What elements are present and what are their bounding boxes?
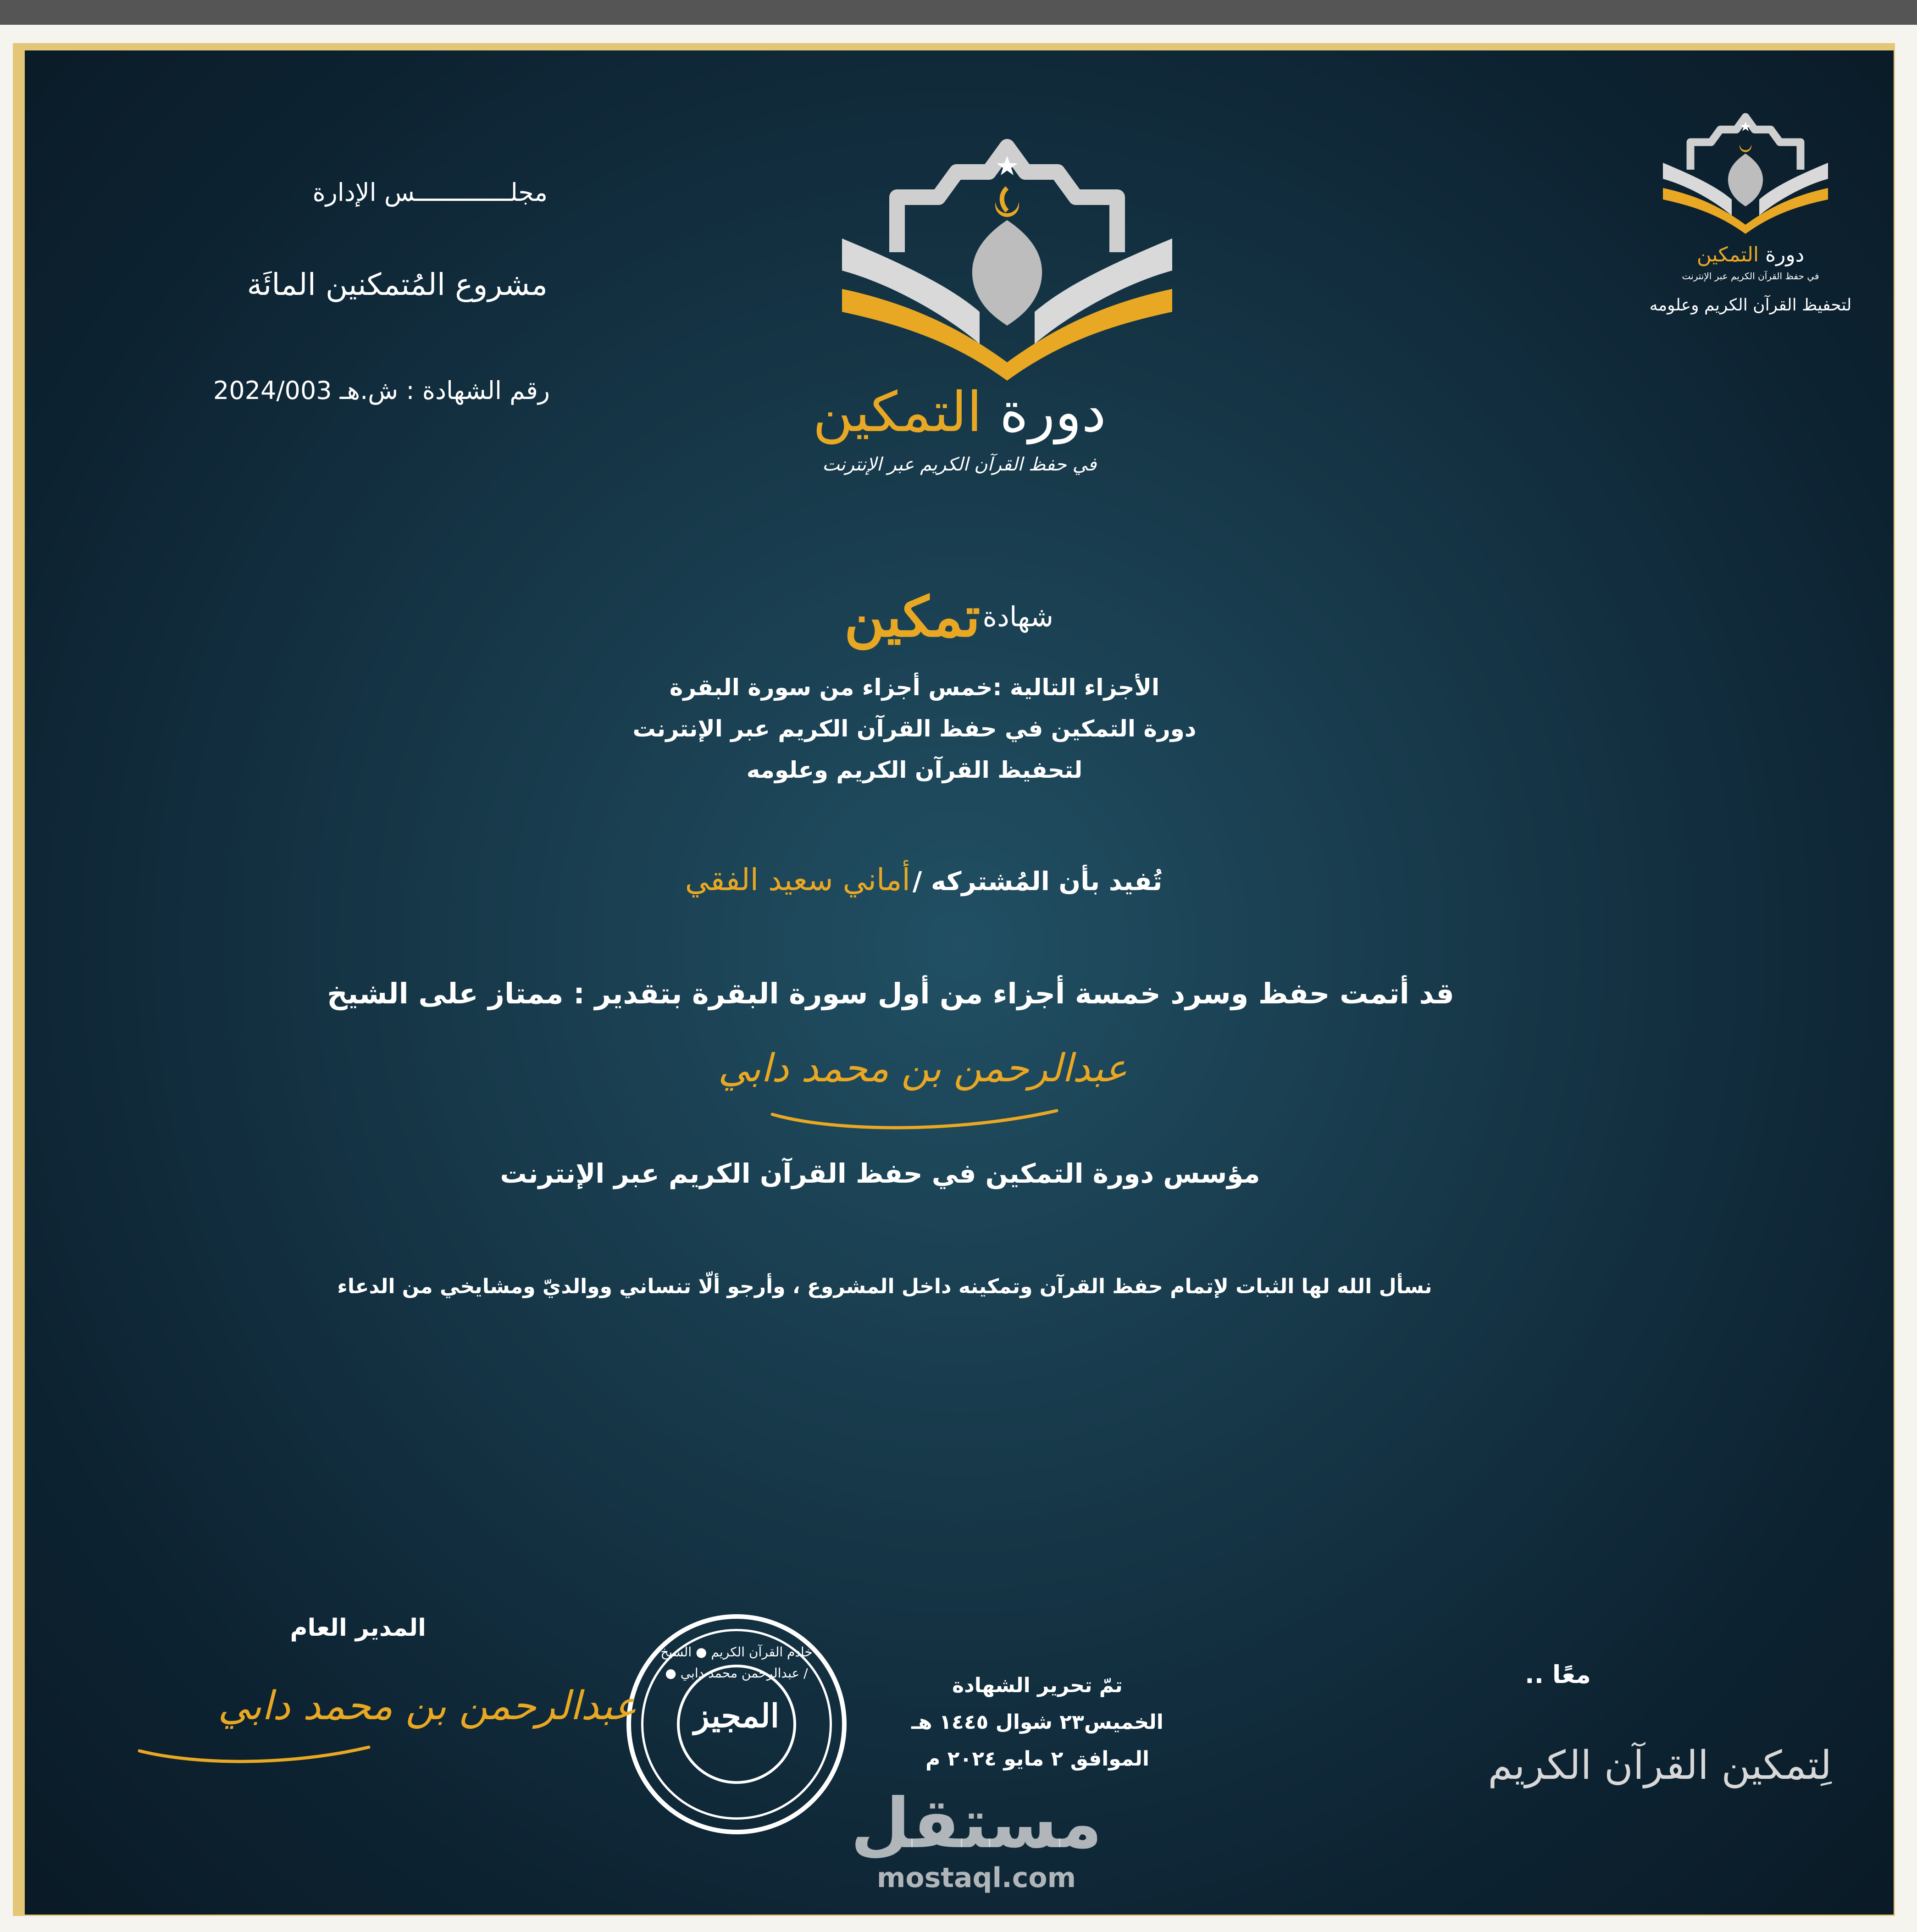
founder-line: مؤسس دورة التمكين في حفظ القرآن الكريم عبر الإنترنت	[500, 1158, 1260, 1189]
official-stamp	[626, 1614, 847, 1834]
council-label: مجلـــــــــــــس الإدارة	[312, 178, 548, 207]
issued-label: تمّ تحرير الشهادة	[952, 1674, 1123, 1697]
certificate-title	[844, 585, 1053, 649]
course-parts-line: الأجزاء التالية :خمس أجزاء من سورة البقرة	[669, 674, 1160, 701]
participant-line	[685, 862, 1162, 897]
certificate-title-main: تمكين	[844, 585, 981, 649]
small-logo-tagline: لتحفيظ القرآن الكريم وعلومه	[1649, 296, 1852, 315]
course-tagline-line: لتحفيظ القرآن الكريم وعلومه	[746, 757, 1083, 783]
top-bar	[0, 0, 1917, 25]
small-logo-word-name: التمكين	[1696, 243, 1759, 266]
participant-name: أماني سعيد الفقي	[685, 862, 910, 897]
prayer-line: نسأل الله لها الثبات لإتمام حفظ القرآن وتمكينه داخل المشروع ، وأرجو ألّا تنساني ووالديّ ومشايخي من الدعاء	[337, 1275, 1432, 1298]
director-title: المدير العام	[290, 1614, 426, 1642]
small-logo-subtitle: في حفظ القرآن الكريم عبر الإنترنت	[1682, 271, 1819, 282]
achievement-line: قد أتمت حفظ وسرد خمسة أجزاء من أول سورة البقرة بتقدير : ممتاز على الشيخ	[327, 977, 1454, 1010]
watermark-url: mostaql.com	[876, 1862, 1076, 1894]
together-label: معًا ..	[1524, 1660, 1591, 1689]
sheikh-signature: عبدالرحمن بن محمد دابي	[718, 1046, 1128, 1091]
course-name-line: دورة التمكين في حفظ القرآن الكريم عبر الإنترنت	[632, 715, 1197, 742]
director-signature: عبدالرحمن بن محمد دابي	[218, 1683, 637, 1729]
main-logo-wordmark	[813, 381, 1106, 444]
stamp-center-text: المجيز	[693, 1697, 780, 1735]
small-logo-word-course: دورة	[1765, 243, 1805, 266]
main-logo-word-course: دورة	[999, 381, 1106, 444]
main-logo-word-name: التمكين	[813, 381, 982, 444]
small-logo-wordmark	[1697, 243, 1805, 266]
attest-prefix: تُفيد بأن المُشتركه /	[912, 867, 1163, 897]
small-logo-emblem	[1663, 87, 1828, 225]
director-signature-swash	[135, 1738, 373, 1766]
slogan: لِتمكين القرآن الكريم	[1488, 1743, 1832, 1788]
project-name: مشروع المُتمكنين المائَة	[247, 267, 548, 302]
stamp-ring-text: خادم القرآن الكريم ● الشيخ / عبدالرحمن محمد دابي ●	[660, 1644, 813, 1681]
gregorian-date: الموافق ٢ مايو ٢٠٢٤ م	[925, 1747, 1149, 1771]
main-logo-subtitle: في حفظ القرآن الكريم عبر الإنترنت	[822, 454, 1097, 475]
hijri-date: الخميس٢٣ شوال ١٤٤٥ هـ	[911, 1711, 1163, 1734]
watermark-brand: مستقل	[850, 1784, 1103, 1864]
certificate-card	[25, 50, 1894, 1915]
sheikh-signature-swash	[768, 1101, 1061, 1133]
certificate-title-prefix: شهادة	[982, 601, 1054, 633]
main-logo-emblem	[842, 87, 1172, 362]
certificate-number: رقم الشهادة : ش.هـ 2024/003	[213, 376, 550, 405]
